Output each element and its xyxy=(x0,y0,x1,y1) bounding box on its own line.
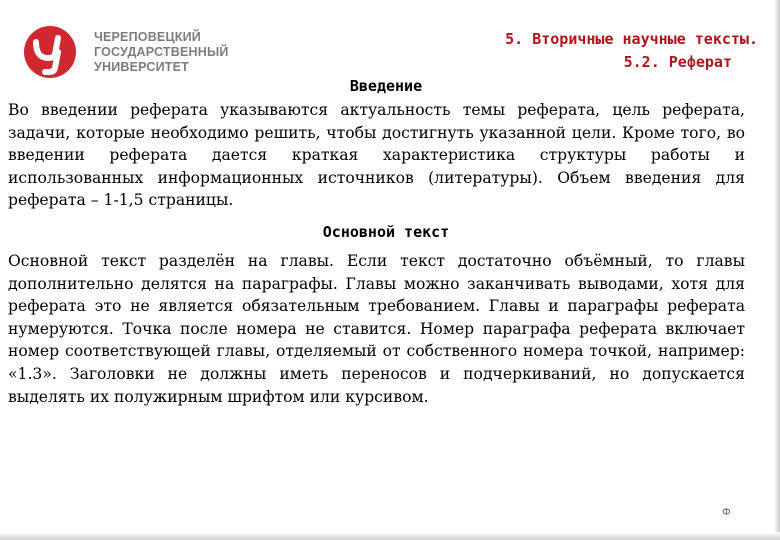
university-name xyxy=(94,30,229,75)
intro-paragraph: Во введении реферата указываются актуальность темы реферата, цель реферата, задачи, которые необходимо решить, чтобы достигнуть указанной цели. Кроме того, во введении реферата дается краткая характеристика структуры работы и использованных информационных источников (литературы). Объем введения для реферата – 1-1,5 страницы. xyxy=(8,101,745,210)
university-name-line3: УНИВЕРСИТЕТ xyxy=(94,60,189,74)
page-marker: Ф xyxy=(722,507,731,518)
university-emblem-icon xyxy=(22,24,82,80)
slide-right-shadow xyxy=(774,0,780,540)
university-name-line1: ЧЕРЕПОВЕЦКИЙ xyxy=(94,30,201,44)
slide-header xyxy=(378,28,758,74)
header-line1: 5. Вторичные научные тексты. xyxy=(505,30,758,48)
header-line2: 5.2. Реферат xyxy=(623,53,732,71)
main-heading-text: Основной текст xyxy=(322,223,450,241)
university-name-line2: ГОСУДАРСТВЕННЫЙ xyxy=(94,45,229,59)
main-paragraph: Основной текст разделён на главы. Если текст достаточно объёмный, то главы дополнительно делятся на параграфы. Главы можно заканчивать выводами, хотя для реферата это не является обязательным требованием. Главы и параграфы реферата нумеруются. Точка после номера не ставится. Номер параграфа реферата включает номер соответствующей главы, отделяемый от собственного номера точкой, например: «1.3». Заголовки не должны иметь переносов и подчеркиваний, но допускается выделять их полужирным шрифтом или курсивом. xyxy=(8,252,745,406)
main-heading xyxy=(0,223,780,241)
slide-bottom-shadow xyxy=(0,532,780,540)
intro-heading-text: Введение xyxy=(349,77,423,95)
intro-heading xyxy=(0,77,780,95)
university-logo xyxy=(22,24,227,80)
